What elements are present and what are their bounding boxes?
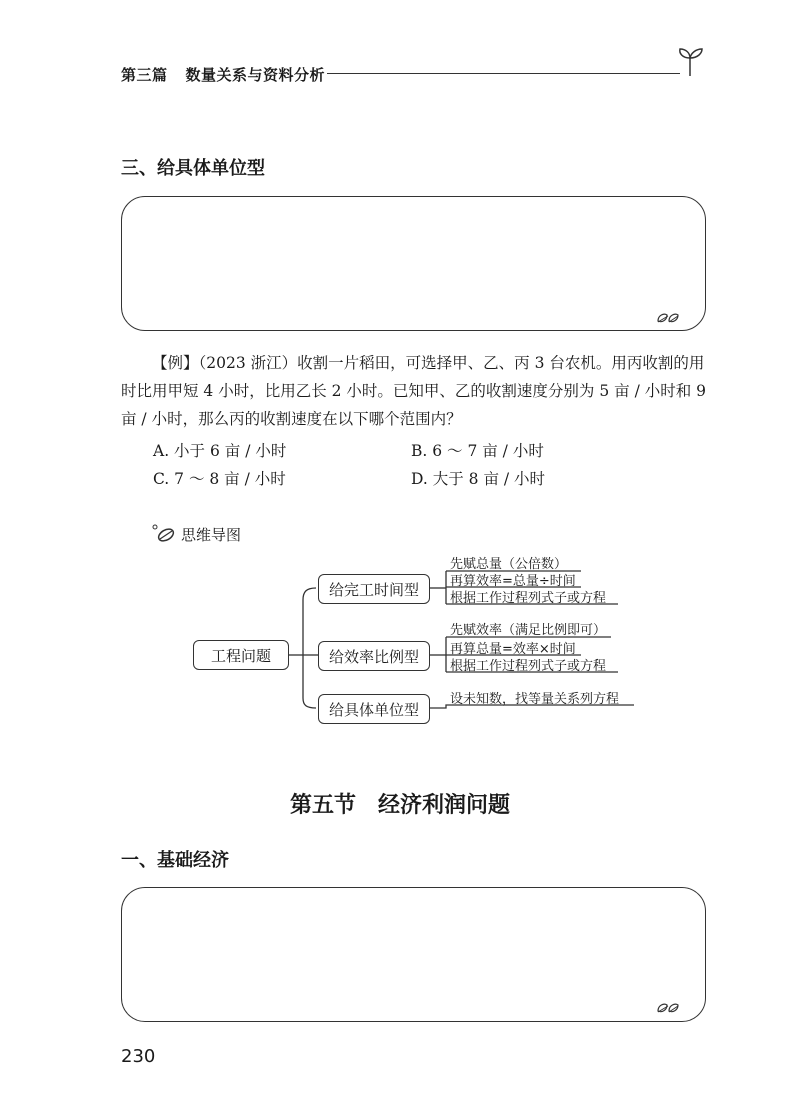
leaf-text: 先赋总量（公倍数） [450, 557, 568, 572]
leaf-text: 根据工作过程列式子或方程 [450, 659, 607, 674]
option-d[interactable]: D. 大于 8 亩 / 小时 [411, 470, 546, 488]
example-tag: 【例】 [152, 354, 199, 372]
header-part: 第三篇 [121, 66, 168, 84]
page-number: 230 [121, 1046, 156, 1067]
leaf-text: 根据工作过程列式子或方程 [450, 591, 607, 606]
mindmap-title: 思维导图 [181, 526, 242, 544]
option-c[interactable]: C. 7 ～ 8 亩 / 小时 [153, 470, 286, 488]
leaf-text: 设未知数，找等量关系列方程 [450, 692, 620, 707]
question-line-2: 时比用甲短 4 小时，比用乙长 2 小时。已知甲、乙的收割速度分别为 5 亩 / 小时和 9 [121, 382, 707, 400]
note-box [121, 887, 706, 1022]
option-b[interactable]: B. 6 ～ 7 亩 / 小时 [411, 442, 544, 460]
leaf-text: 先赋效率（满足比例即可） [450, 623, 607, 638]
question-line-1: 收割一片稻田，可选择甲、乙、丙 3 台农机。用丙收割的用 [297, 354, 705, 372]
mindmap-branch-completion-time: 给完工时间型 [318, 574, 430, 604]
section-title: 第五节 经济利润问题 [289, 792, 510, 818]
header-title: 数量关系与资料分析 [185, 66, 326, 84]
mindmap-branch-unit-type: 给具体单位型 [318, 694, 430, 724]
mindmap-branch-efficiency-ratio: 给效率比例型 [318, 641, 430, 671]
example-source: （2023 浙江） [198, 354, 298, 372]
section-heading-unit-type: 三、给具体单位型 [121, 158, 265, 179]
leaf-text: 再算总量=效率×时间 [450, 642, 576, 657]
question-line-3: 亩 / 小时，那么丙的收割速度在以下哪个范围内？ [121, 410, 462, 428]
option-a[interactable]: A. 小于 6 亩 / 小时 [153, 442, 287, 460]
leaf-ornament-icon [655, 1001, 681, 1015]
mindmap-root: 工程问题 [193, 640, 289, 670]
leaf-text: 再算效率=总量÷时间 [450, 574, 576, 589]
section-heading-basic-economy: 一、基础经济 [121, 850, 229, 871]
